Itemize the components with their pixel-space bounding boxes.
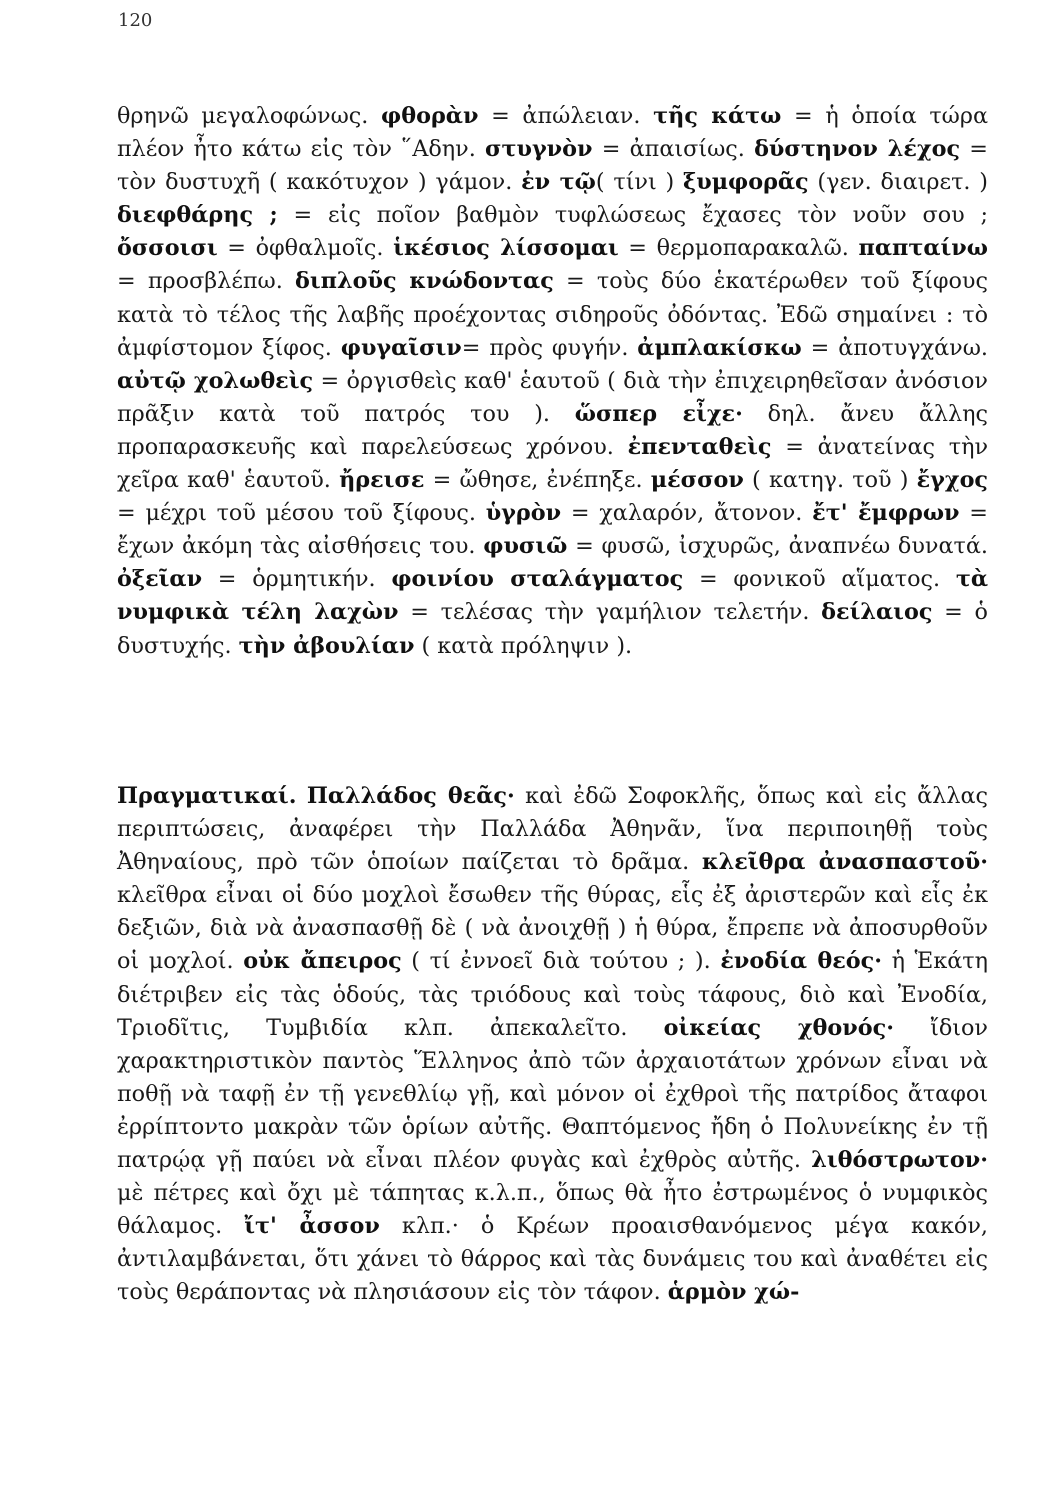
glossary-term: ξυμφορᾶς xyxy=(683,169,809,196)
gloss-text: = τελέσας τὴν γαμήλιον τελετήν. xyxy=(398,599,822,626)
glossary-term: ἱκέσιος λίσσομαι xyxy=(393,235,619,262)
glossary-paragraph xyxy=(117,100,988,663)
glossary-term: στυγνὸν xyxy=(485,136,593,163)
glossary-term: ὥσπερ εἶχε· xyxy=(574,400,743,427)
glossary-term: δείλαιος xyxy=(821,599,933,626)
glossary-term: ἐνοδία θεός· xyxy=(720,948,882,975)
glossary-term: ὄσσοισι xyxy=(117,235,218,262)
gloss-text: = ἔχων ἀκόμη τὰς αἰσθήσεις του. xyxy=(117,500,988,560)
glossary-term: ἤρεισε xyxy=(339,467,425,494)
gloss-text: κλεῖθρα εἶναι οἱ δύο μοχλοὶ ἔσωθεν τῆς θύρας, εἷς ἐξ ἀριστερῶν καὶ εἷς ἐκ δεξιῶν, διὰ νὰ ἀνασπασθῇ δὲ ( νὰ ἀνοιχθῇ ) ἡ θύρα, ἔπρεπε νὰ ἀποσυρθοῦν οἱ μοχλοί. xyxy=(117,882,988,975)
page-number: 120 xyxy=(118,10,153,31)
glossary-term: ἐν τῷ xyxy=(521,169,596,196)
gloss-text: ( κατηγ. τοῦ ) xyxy=(743,467,917,494)
gloss-text: = ὁ δυστυχής. xyxy=(117,599,988,659)
glossary-term: αὐτῷ χολωθεὶς xyxy=(117,367,314,394)
gloss-text: = ἡ ὁποία τώρα πλέον ἦτο κάτω εἰς τὸν ῞Αδην. xyxy=(117,103,989,163)
gloss-text: = ἀνατείνας τὴν χεῖρα καθ' ἑαυτοῦ. xyxy=(117,433,989,494)
gloss-text: ( κατὰ πρόληψιν ). xyxy=(414,632,633,659)
glossary-term: ὑγρὸν xyxy=(485,500,562,527)
gloss-text: = φυσῶ, ἰσχυρῶς, ἀναπνέω δυνατά. xyxy=(567,533,988,560)
gloss-text: κλπ.· ὁ Κρέων προαισθανόμενος μέγα κακόν, ἀντιλαμβάνεται, ὅτι χάνει τὸ θάρρος καὶ τὰς δυνάμεις του καὶ ἀναθέτει εἰς τοὺς θεράποντας νὰ πλησιάσουν εἰς τὸν τάφον. xyxy=(117,1213,988,1306)
glossary-term: λιθόστρωτον· xyxy=(811,1147,988,1174)
glossary-term: φοινίου σταλάγματος xyxy=(391,566,684,593)
gloss-text: = μέχρι τοῦ μέσου τοῦ ξίφους. xyxy=(117,500,486,527)
glossary-term: ἐπενταθεὶς xyxy=(627,433,772,460)
gloss-text: ( τίνι ) xyxy=(595,169,684,196)
glossary-term: ἔγχος xyxy=(916,467,989,494)
gloss-text: = τοὺς δύο ἑκατέρωθεν τοῦ ξίφους κατὰ τὸ τέλος τῆς λαβῆς προέχοντας σιδηροῦς ὀδόντας. Ἐδῶ σημαίνει : τὸ ἀμφίστομον ξίφος. xyxy=(117,268,988,361)
gloss-text: μὲ πέτρες καὶ ὄχι μὲ τάπητας κ.λ.π., ὅπως θὰ ἦτο ἐστρωμένος ὁ νυμφικὸς θάλαμος. xyxy=(117,1180,988,1240)
gloss-text: = εἰς ποῖον βαθμὸν τυφλώσεως ἔχασες τὸν νοῦν σου ; xyxy=(277,202,989,229)
glossary-term: ἁρμὸν χώ- xyxy=(667,1279,800,1306)
gloss-text: καὶ ἐδῶ Σοφοκλῆς, ὅπως καὶ εἰς ἄλλας περιπτώσεις, ἀναφέρει τὴν Παλλάδα Ἀθηνᾶν, ἵνα περιποιηθῇ τοὺς Ἀθηναίους, πρὸ τῶν ὁποίων παίζεται τὸ δρᾶμα. xyxy=(117,783,988,876)
glossary-term: δύστηνον λέχος xyxy=(754,136,961,163)
gloss-text: = θερμοπαρακαλῶ. xyxy=(618,235,859,262)
gloss-text: δηλ. ἄνευ ἄλλης προπαρασκευῆς καὶ παρελεύσεως χρόνου. xyxy=(117,400,988,460)
gloss-text: = ἀπαισίως. xyxy=(592,136,755,163)
gloss-text: = ἀπώλειαν. xyxy=(478,103,654,129)
gloss-text: = ὁρμητικήν. xyxy=(202,566,392,593)
gloss-text: = ἀποτυγχάνω. xyxy=(801,334,988,361)
gloss-text: (γεν. διαιρετ. ) xyxy=(808,169,988,196)
gloss-text: = ὀφθαλμοῖς. xyxy=(217,235,394,262)
glossary-term: ἔτ' ἔμφρων xyxy=(812,500,960,527)
glossary-term: Πραγματικαί. xyxy=(117,783,297,809)
glossary-term: μέσσον xyxy=(650,467,744,494)
glossary-term: Παλλάδος θεᾶς· xyxy=(306,783,515,809)
glossary-term: τὰ νυμφικὰ τέλη λαχὼν xyxy=(117,566,988,626)
glossary-term: κλεῖθρα ἀνασπαστοῦ· xyxy=(701,849,988,876)
glossary-term: οἰκείας χθονός· xyxy=(663,1014,894,1041)
notes-paragraph xyxy=(117,780,988,1310)
gloss-text: θρηνῶ μεγαλοφώνως. xyxy=(117,103,382,129)
gloss-text: = χαλαρόν, ἄτονον. xyxy=(561,500,813,527)
glossary-term: ἴτ' ἆσσον xyxy=(244,1213,380,1240)
glossary-term: φθορὰν xyxy=(381,103,479,129)
glossary-term: διπλοῦς κνώδοντας xyxy=(295,268,554,295)
gloss-text: = ὀργισθεὶς καθ' ἑαυτοῦ ( διὰ τὴν ἐπιχειρηθεῖσαν ἀνόσιον πρᾶξιν κατὰ τοῦ πατρός του ). xyxy=(117,367,988,427)
glossary-term: φυγαῖσιν xyxy=(340,334,462,361)
gloss-text: ἴδιον χαρακτηριστικὸν παντὸς Ἕλληνος ἀπὸ τῶν ἀρχαιοτάτων χρόνων εἶναι νὰ ποθῇ νὰ ταφῇ ἐν τῇ γενεθλίῳ γῇ, καὶ μόνον οἱ ἐχθροὶ τῆς πατρίδος ἄταφοι ἐρρίπτοντο μακρὰν τῶν ὁρίων αὐτῆς. Θαπτόμενος ἤδη ὁ Πολυνείκης ἐν τῇ πατρῴᾳ γῇ παύει νὰ εἶναι πλέον φυγὰς καὶ ἐχθρὸς αὐτῆς. xyxy=(117,1014,988,1174)
gloss-text: ἡ Ἑκάτη διέτριβεν εἰς τὰς ὁδούς, τὰς τριόδους καὶ τοὺς τάφους, διὸ καὶ Ἐνοδία, Τριοδῖτις, Τυμβιδία κλπ. ἀπεκαλεῖτο. xyxy=(117,948,989,1041)
gloss-text xyxy=(296,783,306,809)
gloss-text: ( τί ἐννοεῖ διὰ τούτου ; ). xyxy=(401,948,721,975)
glossary-term: ὀξεῖαν xyxy=(117,566,203,593)
gloss-text: = ὤθησε, ἐνέπηξε. xyxy=(424,467,651,494)
gloss-text: = πρὸς φυγήν. xyxy=(461,334,638,361)
gloss-text: = φονικοῦ αἵματος. xyxy=(683,566,956,593)
glossary-term: οὐκ ἄπειρος xyxy=(243,948,402,975)
glossary-term: τῆς κάτω xyxy=(653,103,782,129)
glossary-term: παπταίνω xyxy=(858,235,988,262)
gloss-text: = προσβλέπω. xyxy=(117,268,295,295)
gloss-text: = τὸν δυστυχῆ ( κακότυχον ) γάμον. xyxy=(117,136,988,196)
glossary-term: φυσιῶ xyxy=(483,533,568,560)
glossary-term: ἀμπλακίσκω xyxy=(637,334,802,361)
glossary-term: διεφθάρης ; xyxy=(117,202,278,229)
glossary-term: τὴν ἀβουλίαν xyxy=(238,632,415,659)
